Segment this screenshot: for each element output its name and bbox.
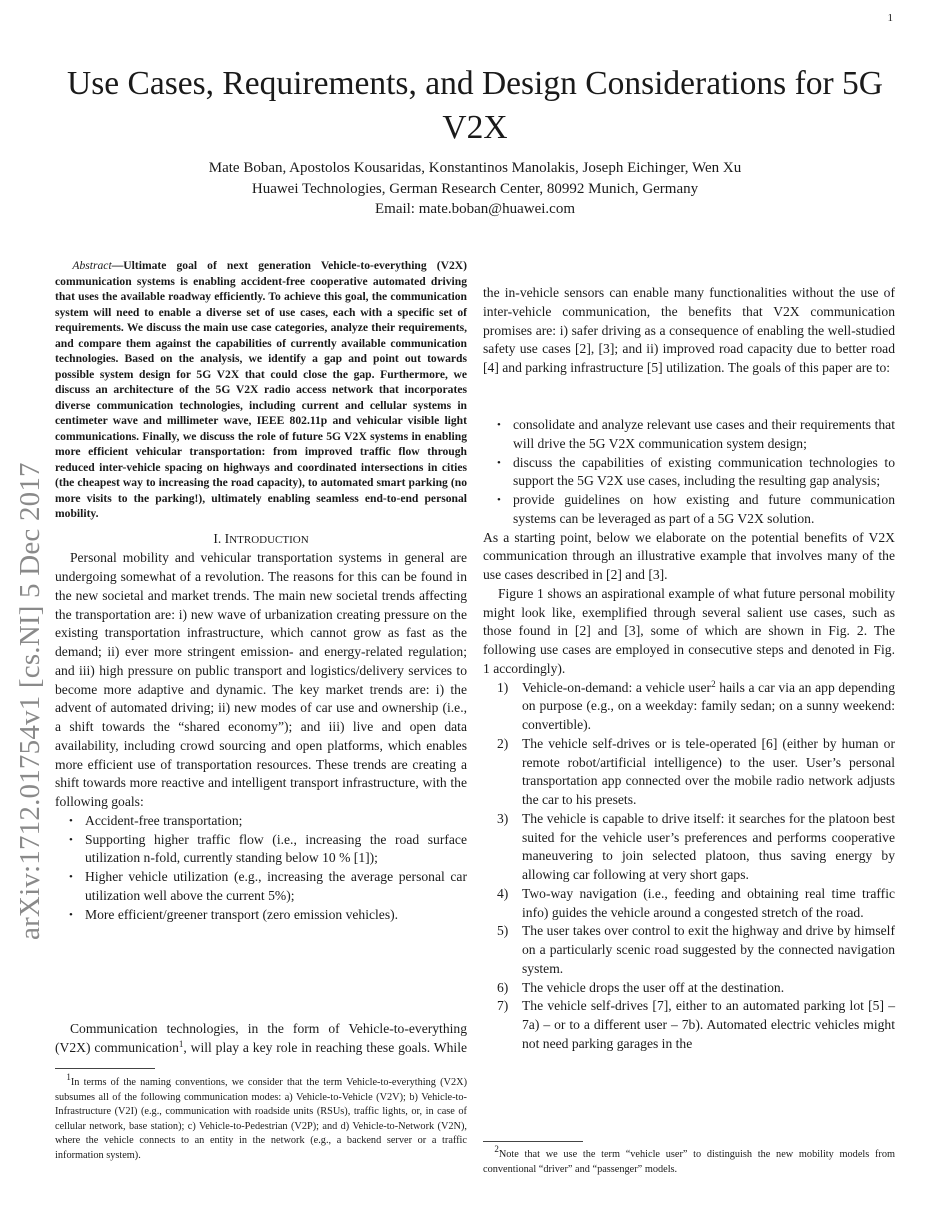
page-number: 1 xyxy=(887,12,893,24)
step-text: The vehicle self-drives [7], either to an automated parking lot [5] – 7a) – or to a different user – 7b). Automated electric vehicles might not need parking garages in the xyxy=(522,998,895,1051)
intro-paragraph-3: As a starting point, below we elaborate on the potential benefits of V2X communication through an illustrative example that involves many of the use cases described in [2] and [3]. xyxy=(483,529,895,582)
para-text: , will play a key role in reaching these goals. While the in-vehicle sensors can enable many functionalities without the use of inter-vehicle communication, the benefits that V2X communication promises are: i) safer driving as a consequence of enabling the well-studied safety use cases [2], [3]; and ii) improved road capacity due to better road [4] and parking infrastructure [5] utilization. The goals of this paper are to: xyxy=(183,285,895,1055)
list-item: • consolidate and analyze relevant use cases and their requirements that will drive the 5G V2X communication system design; xyxy=(513,416,895,454)
paper-title: Use Cases, Requirements, and Design Considerations for 5G V2X xyxy=(67,65,883,146)
footnote-mark: 1 xyxy=(66,1072,71,1082)
footnote-text: In terms of the naming conventions, we consider that the term Vehicle-to-everything (V2X) subsumes all of the following communication modes: a) Vehicle-to-Vehicle (V2V); b) Vehicle-to-Infrastructure (V2I) (e.g., communication with roadside units (RSUs), traffic lights, or, in case of cellular network, base station); c) Vehicle-to-Pedestrian (V2P); and d) Vehicle-to-Network (V2N), where the vehicle connects to an entity in the network (e.g., a backend server or a traffic information system). xyxy=(55,1077,467,1161)
footnote-ref-1[interactable]: 1 xyxy=(178,1038,184,1049)
list-item: • More efficient/greener transport (zero emission vehicles). xyxy=(85,906,467,925)
step-text: The vehicle is capable to drive itself: it searches for the platoon best suited for the vehicle user’s preferences and performs cooperative maneuvering to join selected platoon, thus saving energy by allowing car following at very short gaps. xyxy=(522,810,895,882)
step-number: 5) xyxy=(497,923,509,939)
list-item: • Supporting higher traffic flow (i.e., increasing the road surface utilization n-fold, currently standing below 10 % [1]); xyxy=(85,831,467,869)
step-text: The vehicle self-drives or is tele-operated [6] (either by human or remote robot/artificial intelligence) to the user. User’s personal transportation app connected over the mobile radio network adjusts the car to his presets. xyxy=(522,735,895,807)
use-case-step xyxy=(497,922,895,978)
use-case-step xyxy=(497,810,895,885)
column-spacer xyxy=(55,284,467,1020)
list-item: • Accident-free transportation; xyxy=(85,812,467,831)
footnote-rule xyxy=(55,1068,155,1069)
step-text: hails a car via an app depending on purpose (e.g., on a weekday: family sedan; on a sunny weekend: convertible). xyxy=(522,679,896,732)
abstract-label: Abstract xyxy=(72,259,112,272)
author-block xyxy=(40,158,910,220)
intro-paragraph-4: Figure 1 shows an aspirational example of what future personal mobility might look like, exemplified through several salient use cases, such as those found in [2] and [3], some of which are shown in Fig. 2. The following use cases are employed in consecutive steps and denoted in Fig. 1 accordingly). xyxy=(483,585,895,676)
step-text: The vehicle drops the user off at the destination. xyxy=(522,979,785,995)
use-case-step xyxy=(497,997,895,1053)
step-text: The user takes over control to exit the highway and drive by himself on a particularly scenic road suggested by the connected navigation system. xyxy=(522,923,895,976)
use-case-step xyxy=(497,678,896,735)
intro-paragraph-1: Personal mobility and vehicular transportation systems in general are undergoing somewhat of a revolution. The reasons for this can be found in the new societal and market trends. The main new societal trends affecting the transportation are: i) new wave of urbanization creating pressure on the existing transportation infrastructure, which cannot grow as fast as the demand; ii) ever more stringent emission- and energy-related regulation; and iii) high pressure on public transport and logistics/delivery services to become more adaptive and dynamic. The key market trends are: i) the advent of automated driving; ii) new modes of car use and ownership (i.e., a shift towards the “shared economy”); and iii) live and open data availability, including crowd sourcing and open platforms, which enables more efficient use of transportation resources. These trends are creating a shift towards more reactive and intelligent transport infrastructure, with the following goals: xyxy=(55,550,467,809)
arxiv-stamp[interactable]: arXiv:1712.01754v1 [cs.NI] 5 Dec 2017 xyxy=(14,462,46,940)
step-number: 4) xyxy=(497,885,509,901)
footnote-text: Note that we use the term “vehicle user” to distinguish the new mobility models from conventional “driver” and “passenger” models. xyxy=(483,1149,895,1175)
list-item: • Higher vehicle utilization (e.g., increasing the average personal car utilization well above the current 5%); xyxy=(85,868,467,906)
footnote-mark: 2 xyxy=(494,1144,499,1154)
step-text: Vehicle-on-demand: a vehicle user xyxy=(522,679,712,695)
step-number: 6) xyxy=(497,979,509,995)
section-title: NTRODUCTION xyxy=(229,533,309,546)
step-number: 1) xyxy=(497,679,509,695)
use-case-steps xyxy=(483,679,895,1054)
footnote-2 xyxy=(483,1144,895,1177)
step-number: 3) xyxy=(497,810,509,826)
para-text: Communication technologies, in the form of Vehicle-to-everything (V2X) communication xyxy=(55,1021,467,1055)
use-case-step xyxy=(497,735,895,810)
list-item: • discuss the capabilities of existing communication technologies to support the 5G V2X use cases, including the resulting gap analysis; xyxy=(513,454,895,492)
footnote-ref-2[interactable]: 2 xyxy=(711,678,716,689)
list-item: • provide guidelines on how existing and future communication systems can be leveraged as part of a 5G V2X solution. xyxy=(513,491,895,529)
footnote-rule xyxy=(483,1141,583,1142)
right-column xyxy=(483,416,895,1054)
email[interactable]: Email: mate.boban@huawei.com xyxy=(374,201,575,217)
affiliation: Huawei Technologies, German Research Center, 80992 Munich, Germany xyxy=(251,180,699,197)
use-case-step xyxy=(497,979,895,998)
use-case-step xyxy=(497,885,895,923)
abstract-text: —Ultimate goal of next generation Vehicle-to-everything (V2X) communication systems is enabling accident-free cooperative automated driving that uses the available roadway efficiently. To achieve this goal, the communication system will need to enable a diverse set of use cases, each with a specific set of requirements. We discuss the main use case categories, analyze their requirements, and compare them against the capabilities of currently available communication technologies. Based on the analysis, we identify a gap and point out towards possible system design for 5G V2X that could close the gap. Furthermore, we discuss an architecture of the 5G V2X radio access network that incorporates diverse communication technologies, including current and cellular systems in centimeter wave and millimeter wave, IEEE 802.11p and vehicular visible light communications. Finally, we discuss the role of future 5G V2X systems in enabling more efficient vehicular transportation: from improved traffic flow through reduced inter-vehicle spacing on highways and coordinated intersections in cities (the cheapest way to increasing the road capacity), to automated smart parking (no more visits to the parking!), ultimately enabling seamless end-to-end personal mobility. xyxy=(55,259,467,520)
footnote-1 xyxy=(55,1072,467,1164)
step-number: 2) xyxy=(497,735,509,751)
paper-goals-list xyxy=(483,416,895,529)
section-number: I. I xyxy=(213,530,230,546)
author-names: Mate Boban, Apostolos Kousaridas, Konstantinos Manolakis, Joseph Eichinger, Wen Xu xyxy=(208,160,742,176)
step-text: Two-way navigation (i.e., feeding and obtaining real time traffic info) guides the vehicle around a congested stretch of the road. xyxy=(522,885,895,920)
step-number: 7) xyxy=(497,998,509,1014)
